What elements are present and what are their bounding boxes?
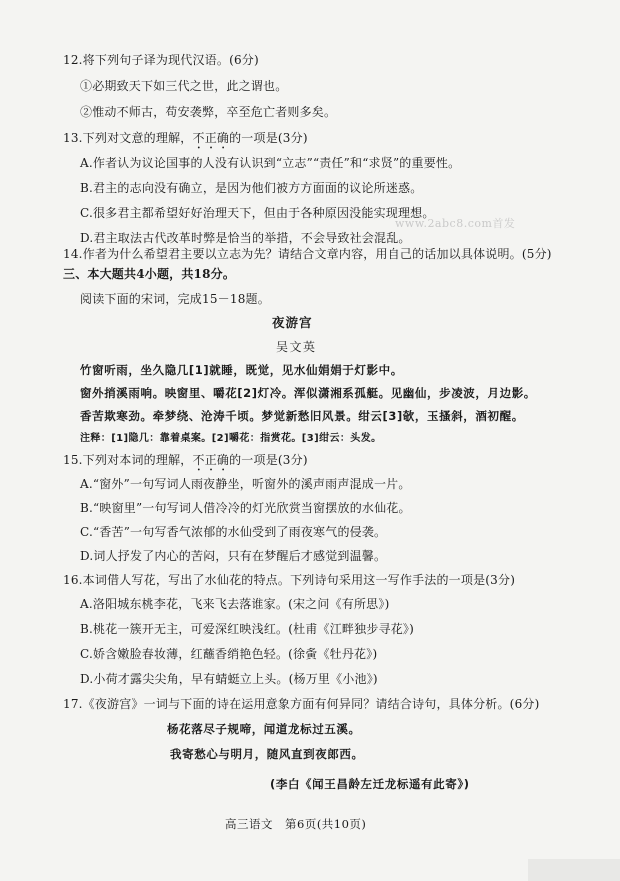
section3-heading: 三、本大题共4小题，共18分。	[63, 267, 236, 281]
q12-sentence-1: ①必期致天下如三代之世，此之谓也。	[80, 79, 288, 93]
q17-poem-line-2: 我寄愁心与明月，随风直到夜郎西。	[170, 747, 364, 761]
q15-option-d: D.词人抒发了内心的苦闷，只有在梦醒后才感觉到温馨。	[80, 549, 387, 563]
poem-author: 吴文英	[276, 340, 317, 354]
poem-title: 夜游宫	[272, 315, 313, 330]
q16-option-b: B.桃花一簇开无主，可爱深红映浅红。(杜甫《江畔独步寻花》)	[80, 622, 414, 636]
q14-stem: 14.作者为什么希望君主要以立志为先？请结合文章内容，用自己的话加以具体说明。(5分)	[63, 247, 552, 261]
poem-stanza-2: 香苦欺寒劲。牵梦绕、沧涛千顷。梦觉新愁旧风景。绀云[3]欹，玉搔斜，酒初醒。	[80, 409, 524, 423]
q15-stem-pre: 15.下列对本词的理解，	[63, 453, 193, 467]
q13-stem-emphasis: 不正确	[192, 131, 230, 145]
corner-mark	[528, 859, 620, 881]
q16-option-d: D.小荷才露尖尖角，早有蜻蜓立上头。(杨万里《小池》)	[80, 672, 378, 686]
q16-option-c: C.娇含嫩脸春妆薄，红蘸香绡艳色轻。(徐夤《牡丹花》)	[80, 647, 378, 661]
q13-stem-pre: 13.下列对文意的理解，	[63, 131, 193, 145]
q15-stem-emphasis: 不正确	[192, 453, 230, 467]
q12-sentence-2: ②惟动不师古，苟安袭弊，卒至危亡者则多矣。	[80, 105, 337, 119]
poem-stanza-1: 窗外捎溪雨响。映窗里、嚼花[2]灯冷。浑似潇湘系孤艇。见幽仙，步凌波，月边影。	[80, 386, 536, 400]
q15-option-b: B.“映窗里”一句写词人借冷冷的灯光欣赏当窗摆放的水仙花。	[80, 501, 411, 515]
q17-stem: 17.《夜游宫》一词与下面的诗在运用意象方面有何异同？请结合诗句，具体分析。(6分)	[63, 697, 540, 711]
q13-option-d: D.君主取法古代改革时弊是恰当的举措，不会导致社会混乱。	[80, 231, 411, 245]
q13-stem	[63, 130, 308, 152]
q15-stem-post: 的一项是(3分)	[229, 453, 308, 467]
q17-poem-source: (李白《闻王昌龄左迁龙标遥有此寄》)	[270, 777, 470, 791]
q13-option-c: C.很多君主都希望好好治理天下，但由于各种原因没能实现理想。	[80, 206, 435, 220]
q15-option-a: A.“窗外”一句写词人雨夜静坐，听窗外的溪声雨声混成一片。	[80, 477, 411, 491]
q16-stem: 16.本词借人写花，写出了水仙花的特点。下列诗句采用这一写作手法的一项是(3分)	[63, 573, 516, 587]
q15-stem	[63, 452, 308, 474]
poem-notes: 注释：[1]隐几：靠着桌案。[2]嚼花：指赏花。[3]绀云：头发。	[80, 433, 382, 444]
page-footer: 高三语文 第6页(共10页)	[225, 817, 367, 831]
q15-option-c: C.“香苦”一句写香气浓郁的水仙受到了雨夜寒气的侵袭。	[80, 525, 387, 539]
poem-preface: 竹窗听雨，坐久隐几[1]就睡，既觉，见水仙娟娟于灯影中。	[80, 363, 403, 377]
watermark-text: www.2abc8.com首发	[395, 217, 516, 230]
q17-poem-line-1: 杨花落尽子规啼，闻道龙标过五溪。	[167, 722, 361, 736]
section3-intro: 阅读下面的宋词，完成15－18题。	[80, 292, 270, 306]
q13-stem-post: 的一项是(3分)	[229, 131, 308, 145]
q13-option-b: B.君主的志向没有确立，是因为他们被方方面面的议论所迷惑。	[80, 181, 423, 195]
q13-option-a: A.作者认为议论国事的人没有认识到“立志”“责任”和“求贤”的重要性。	[80, 156, 461, 170]
q16-option-a: A.洛阳城东桃李花，飞来飞去落谁家。(宋之问《有所思》)	[80, 597, 390, 611]
q12-stem: 12.将下列句子译为现代汉语。(6分)	[63, 53, 259, 67]
